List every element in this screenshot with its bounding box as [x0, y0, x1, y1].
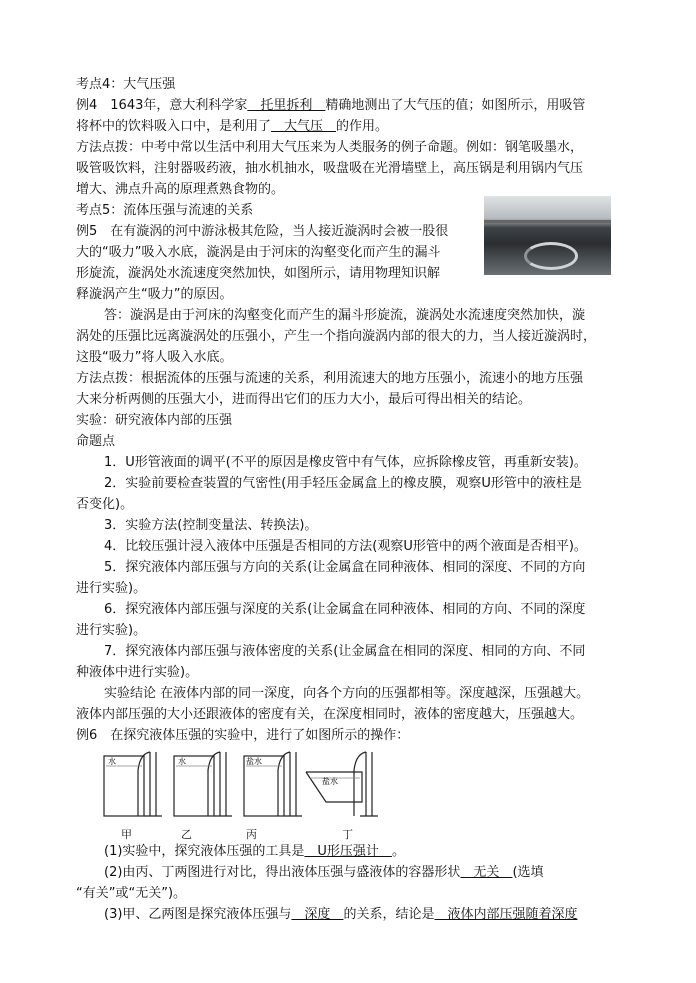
example-5-line-4: 释漩涡产生“吸力”的原因。	[76, 287, 233, 302]
question-1: (1)实验中，探究液体压强的工具是 U形压强计 。	[104, 844, 405, 859]
label-water-2: 水	[178, 757, 186, 766]
method-tip-2-line-1: 方法点拨：根据流体的压强与流速的关系，利用流速大的地方压强小，流速小的地方压强	[76, 371, 584, 386]
question-2-line-2: “有关”或“无关”)。	[76, 886, 187, 901]
proposition-3: 3．实验方法(控制变量法、转换法)。	[104, 518, 318, 533]
u-tube-bing	[278, 752, 302, 816]
answer-unrelated: 无关	[460, 865, 513, 880]
answer-air-pressure: 大气压	[271, 119, 337, 134]
conclusion-line-1: 实验结论 在液体内部的同一深度，向各个方向的压强都相等。深度越深，压强越大。	[104, 686, 590, 701]
proposition-2-line-2: 否变化)。	[76, 497, 134, 512]
conclusion-line-2: 液体内部压强的大小还跟液体的密度有关，在深度相同时，液体的密度越大，压强越大。	[76, 707, 584, 722]
u-tube-jia	[138, 752, 162, 816]
label-water-1: 水	[108, 757, 116, 766]
answer-5-line-2: 涡处的压强比远离漩涡处的压强小，产生一个指向漩涡内部的很大的力，当人接近漩涡时，	[76, 329, 597, 344]
example-5-line-1: 例5 在有漩涡的河中游泳极其危险，当人接近漩涡时会被一股很	[76, 224, 449, 239]
example-6-intro: 例6 在探究液体压强的实验中，进行了如图所示的操作：	[76, 728, 410, 743]
caption-bing: 丙	[246, 828, 257, 841]
u-tube-ding	[354, 752, 378, 816]
answer-depth: 深度	[291, 907, 344, 922]
method-tip-1-line-3: 增大、沸点升高的原理煮熟食物的。	[76, 182, 285, 197]
heading-point-4: 考点4：大气压强	[76, 77, 176, 92]
caption-ding: 丁	[342, 828, 353, 841]
proposition-2-line-1: 2．实验前要检查装置的气密性(用手轻压金属盒上的橡皮膜，观察U形管中的液柱是	[104, 476, 582, 491]
u-tube-yi	[208, 752, 232, 816]
propositions-heading: 命题点	[76, 434, 116, 449]
heading-point-5: 考点5：流体压强与流速的关系	[76, 203, 254, 218]
example-4-line-1: 例4 1643年，意大利科学家 托里拆利 精确地测出了大气压的值；如图所示，用吸管	[76, 98, 586, 113]
proposition-1: 1．U形管液面的调平(不平的原因是橡皮管中有气体，应拆除橡皮管，再重新安装)。	[104, 455, 587, 470]
label-salt-water-2: 盐水	[322, 777, 338, 786]
answer-5-line-1: 答：漩涡是由于河床的沟壑变化而产生的漏斗形旋流，漩涡处水流速度突然加快，漩	[104, 308, 586, 323]
example-5-line-3: 形旋流，漩涡处水流速度突然加快，如图所示，请用物理知识解	[76, 266, 441, 281]
method-tip-1-line-1: 方法点拨：中考中常以生活中利用大气压来为人类服务的例子命题。例如：钢笔吸墨水，	[76, 140, 584, 155]
caption-yi: 乙	[181, 828, 192, 841]
answer-torricelli: 托里拆利	[247, 98, 326, 113]
proposition-5-line-1: 5．探究液体内部压强与方向的关系(让金属盒在同种液体、相同的深度、不同的方向	[104, 560, 586, 575]
proposition-4: 4．比较压强计浸入液体中压强是否相同的方法(观察U形管中的两个液面是否相平)。	[104, 539, 587, 554]
example-4-line-2: 将杯中的饮料吸入口中，是利用了 大气压 的作用。	[76, 119, 389, 134]
question-2-line-1: (2)由丙、丁两图进行对比，得出液体压强与盛液体的容器形状 无关 (选填	[104, 865, 544, 880]
proposition-7-line-1: 7．探究液体内部压强与液体密度的关系(让金属盒在相同的深度、相同的方向、不同	[104, 644, 586, 659]
example-5-line-2: 大的“吸力”吸入水底，漩涡是由于河床的沟壑变化而产生的漏斗	[76, 245, 441, 260]
proposition-6-line-2: 进行实验)。	[76, 623, 147, 638]
pressure-experiment-figure	[100, 742, 390, 826]
label-salt-water-1: 盐水	[246, 757, 262, 766]
experiment-heading: 实验：研究液体内部的压强	[76, 413, 233, 428]
proposition-5-line-2: 进行实验)。	[76, 581, 147, 596]
answer-5-line-3: 这股“吸力”将人吸入水底。	[76, 350, 233, 365]
answer-conclusion: 液体内部压强随着深度	[434, 907, 578, 922]
method-tip-2-line-2: 大来分析两侧的压强大小，进而得出它们的压力大小，最后可得出相关的结论。	[76, 392, 532, 407]
proposition-7-line-2: 种液体中进行实验)。	[76, 665, 199, 680]
answer-u-tube: U形压强计	[304, 844, 392, 859]
proposition-6-line-1: 6．探究液体内部压强与深度的关系(让金属盒在同种液体、相同的方向、不同的深度	[104, 602, 586, 617]
whirlpool-photo	[484, 196, 611, 275]
method-tip-1-line-2: 吸管吸饮料，注射器吸药液，抽水机抽水，吸盘吸在光滑墙壁上，高压锅是利用锅内气压	[76, 161, 584, 176]
caption-jia: 甲	[121, 828, 132, 841]
question-3-line-1: (3)甲、乙两图是探究液体压强与 深度 的关系，结论是 液体内部压强随着深度	[104, 907, 578, 922]
